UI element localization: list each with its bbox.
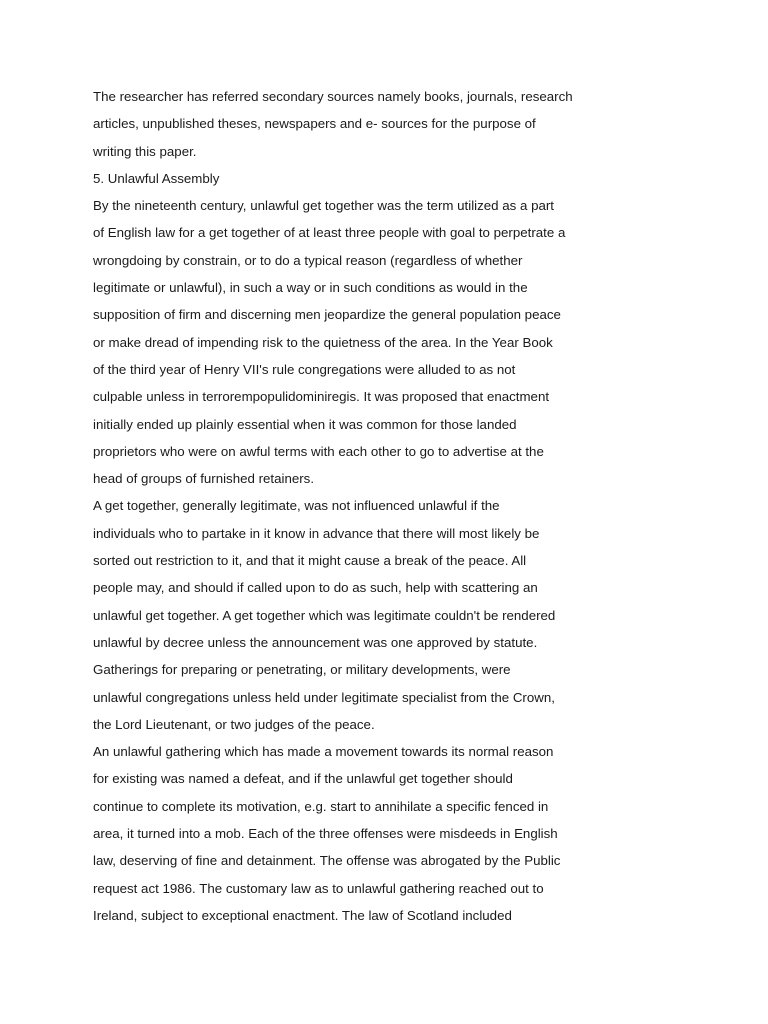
text-line: The researcher has referred secondary sources namely books, journals, research (93, 89, 573, 104)
document-body (93, 83, 593, 929)
text-line: articles, unpublished theses, newspapers and e- sources for the purpose of (93, 116, 536, 132)
text-line: supposition of firm and discerning men jeopardize the general population peace (93, 307, 561, 323)
text-line: of the third year of Henry VII's rule congregations were alluded to as not (93, 361, 516, 377)
text-line: law, deserving of fine and detainment. The offense was abrogated by the Public (93, 853, 561, 869)
text-line: unlawful congregations unless held under legitimate specialist from the Crown, (93, 689, 555, 705)
text-line: Ireland, subject to exceptional enactment. The law of Scotland included (93, 907, 512, 923)
text-line: unlawful by decree unless the announcement was one approved by statute. (93, 634, 538, 650)
text-line: unlawful get together. A get together which was legitimate couldn't be rendered (93, 607, 556, 623)
text-line: An unlawful gathering which has made a movement towards its normal reason (93, 744, 554, 760)
text-line: sorted out restriction to it, and that it might cause a break of the peace. All (93, 553, 527, 569)
text-line: A get together, generally legitimate, was not influenced unlawful if the (93, 498, 500, 514)
text-line: the Lord Lieutenant, or two judges of the peace. (93, 716, 375, 732)
section-heading: 5. Unlawful Assembly (93, 170, 220, 186)
text-line: head of groups of furnished retainers. (93, 471, 315, 487)
text-line: area, it turned into a mob. Each of the three offenses were misdeeds in English (93, 826, 558, 842)
text-line: By the nineteenth century, unlawful get together was the term utilized as a part (93, 198, 554, 214)
text-line: wrongdoing by constrain, or to do a typical reason (regardless of whether (93, 252, 523, 268)
text-line: legitimate or unlawful), in such a way or in such conditions as would in the (93, 280, 528, 296)
text-line: or make dread of impending risk to the quietness of the area. In the Year Book (93, 334, 553, 350)
text-line: Gatherings for preparing or penetrating, or military developments, were (93, 662, 511, 678)
text-line: writing this paper. (93, 143, 197, 159)
text-line: people may, and should if called upon to do as such, help with scattering an (93, 580, 538, 596)
text-line: for existing was named a defeat, and if the unlawful get together should (93, 771, 513, 787)
text-line: request act 1986. The customary law as to unlawful gathering reached out to (93, 880, 544, 896)
text-line: culpable unless in terrorempopulidominiregis. It was proposed that enactment (93, 389, 550, 405)
text-line: proprietors who were on awful terms with each other to go to advertise at the (93, 443, 544, 459)
text-line: of English law for a get together of at least three people with goal to perpetrate a (93, 225, 566, 241)
text-line: initially ended up plainly essential when it was common for those landed (93, 416, 517, 432)
text-line: individuals who to partake in it know in advance that there will most likely be (93, 525, 540, 541)
text-line: continue to complete its motivation, e.g. start to annihilate a specific fenced in (93, 798, 549, 814)
